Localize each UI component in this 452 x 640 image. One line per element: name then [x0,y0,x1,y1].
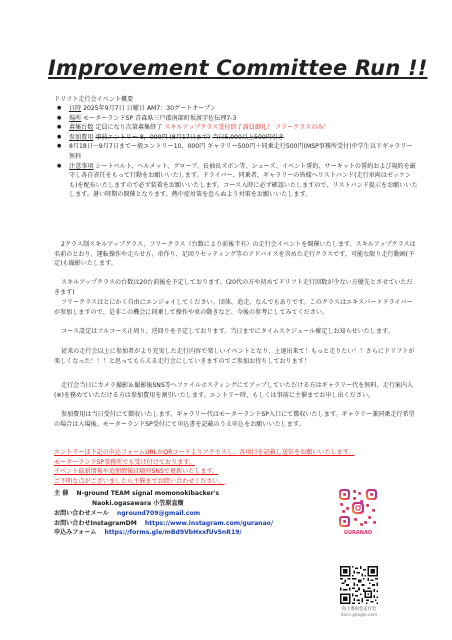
notice-line: エントリーは下記の申込フォームURLかQRコードよりアクセスし、各項目を記載し送信をお願いいたします。 [54,449,355,456]
instagram-qr-caption: GURANAO [343,530,373,536]
detail-label: 注意事項 [69,162,94,170]
form-qr-caption-url: docs.google.com [340,613,378,618]
body-paragraph: 従来の走行会以上に参加者がより充実した走行内容で楽しいイベントとなり、上達出来て！もっと走りたい！！さらにドリフトが楽しくなった！！！と思ってもらえる走行会にしていきますのでご参加お待ちしております！ [54,348,415,365]
form-qr-code[interactable] [340,566,378,604]
body-paragraph: コース設定はフルコース正周り、逆回りを予定しております。当日までにタイムスケジュール確定しお知らせいたします。 [61,328,394,335]
notice-line: ご不明な点がございましたら主催までお問い合わせください。 [54,477,225,485]
form-qr-icon [340,566,378,604]
contact-block [54,489,324,538]
body-paragraph: 参加費用は当日受付にて徴収いたします。ギャラリー代はモーターランドSP入口にて徴収いたします。ギャラリー兼同乗走行希望の場合は入場後、モーターランドSP受付にて申込書を記載のうえ申込をお願いいたします。 [54,411,415,428]
organizer-label: 主 催 [54,490,69,497]
inquiry-email-link[interactable]: nground709@gmail.com [116,510,201,518]
fee-discount: 当日5,000以上500円引き [212,133,284,141]
form-link[interactable]: https://forms.gle/mBd9VbHxxfUv5nR19/ [104,529,242,537]
detail-label: 日時 [69,105,82,112]
form-row [54,528,324,538]
instagram-qr-code[interactable] [338,488,378,528]
body-paragraph: 2クラス制スキルアップクラス、フリークラス（台数により前後半有）の走行会イベントを開催いたします。スキルアップクラスは名前のとおり、運転操作や走らせ方、車作り、足回りセッティング等のアドバイスを含めた走行クラスです。可能な限り走行動画(予定)も撮影いたします。 [54,241,416,268]
organizer-value: N-ground TEAM signal momonokibacker's [76,490,220,497]
detail-text: シートベルト、ヘルメット、グローブ、長袖長ズボン等、シューズ、イベント誓約、サーキットの誓約および規約を厳守し各自責任をもって行動をお願いいたします。ドライバー、同乗者、ギャラリーの皆様へリストバンド(走行車両はゼッケンも)を配布いたしますので必ず装着をお願いいたします。コース入時に必ず確認いたしますので、リストバンド提示をお願いいたします。暑い時期の開催となります、熱中症対策を怠らぬよう対策をお願いいたします。 [69,162,418,199]
form-label: 申込みフォーム [54,529,97,537]
detail-text: 2025年9月7日 日曜日 AM7：30ゲートオープン [83,105,216,112]
detail-label: 場所 [69,114,82,122]
detail-text: 8月18日～9月7日までー般エントリー10，000円 ギャラリー500円＋同乗走行500円(MSP事務所受付)中学生以下ギャラリー無料 [69,143,413,160]
detail-text: 定員になり次第募集終了 [95,124,163,132]
detail-general-entry [56,142,418,161]
instagram-qr-icon [338,488,378,528]
body-paragraph: 走行会当日にカメラ撮影＆撮影後SNS等へファイルホスティングにてアップしていただける方はギャラリー代を無料、走行案内人(※)を務めていただける方は参加費用を割引いたします。エントリー時、もしくは事前に主催までお申し出ください。 [54,382,414,399]
fee-early-entry: 事前エントリー 8，000円 (8月17日まで) [95,133,211,141]
form-qr-caption-title: 向上委員会走行会 [341,607,377,612]
detail-notes [56,162,418,200]
event-details-list [56,104,418,200]
overview-heading: ドリフト走行会イベント概要 [54,96,134,103]
entry-notice [54,448,418,486]
instagram-link[interactable]: https://www.instagram.com/guranao/ [144,519,274,527]
detail-date [56,104,418,114]
notice-line: イベント最新情報や追加情報は随時SNSで更新いたします。 [54,468,219,476]
body-paragraph: スキルアップクラスの台数は20台前後を予定しております。(20代の方や初めてドリフト走行回数が少ない方優先とさせていただきます) [54,279,413,296]
instagram-row [54,519,324,529]
notice-line: モーターランドSP事務所でも受け付けております。 [54,458,195,466]
inquiry-row [54,509,324,519]
detail-label: 参加費用 [69,133,94,141]
detail-text: モーターランドSP 青森県三戸郡南部町坂渡字佐伝理7-3 [83,114,237,122]
detail-location [56,114,418,124]
instagram-label: お問い合わせInstagramDM [54,519,137,527]
page-title: Improvement Committee Run !! [48,56,428,80]
detail-capacity [56,123,418,133]
capacity-highlight: スキルアップクラス受付終了満員御礼！ フリークラスのみ！ [164,124,330,132]
detail-fee [56,133,418,143]
organizer-name: Naoki.ogasawara 小笠原直樹 [92,499,184,507]
inquiry-label: お問い合わせメール [54,510,109,518]
body-paragraph: フリークラスはとにかく自由にエンジョイしてください。団体、追走、なんでもありです。このクラスはエキスパートドライバーが参加しますので、是非この機会に同乗して操作や車の動きなど、今後の参考にしてみてください。 [54,299,413,316]
detail-label: 募集台数 [69,124,94,132]
organizer-row [54,489,324,499]
